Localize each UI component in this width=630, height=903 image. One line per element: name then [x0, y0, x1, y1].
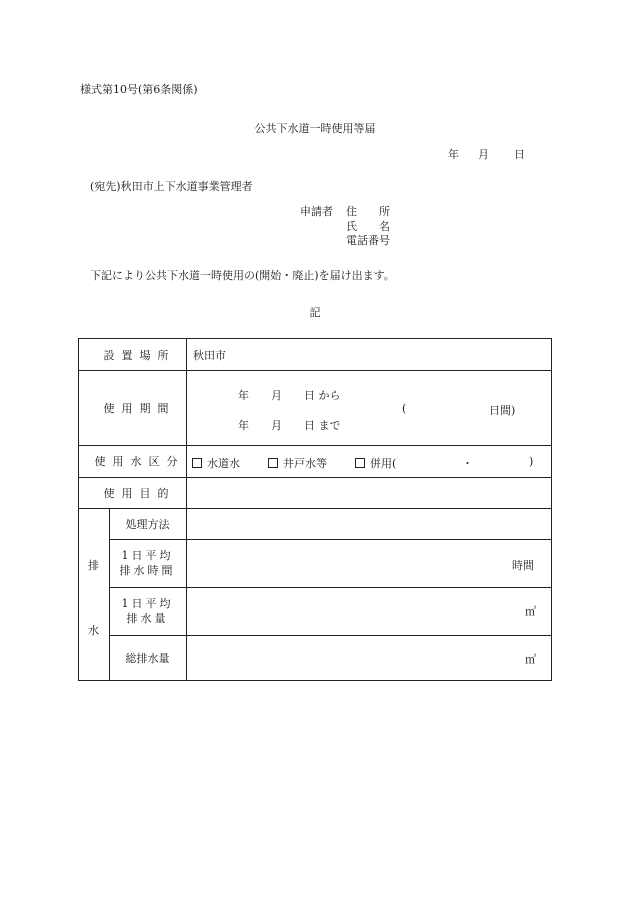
applicant-block — [300, 205, 408, 249]
daily-hours-label: 1日平均 排水時間 — [119, 549, 176, 577]
option-combined[interactable]: 併用( — [355, 455, 396, 471]
drainage-label-2: 水 — [88, 624, 99, 637]
purpose-value[interactable] — [193, 477, 543, 508]
treatment-value[interactable] — [193, 508, 543, 539]
period-to[interactable]: 年 月 日 まで — [238, 419, 341, 432]
water-type-label: 使用水区分 — [94, 455, 185, 468]
daily-hours-unit[interactable]: 時間 — [512, 559, 534, 572]
location-label: 設置場所 — [103, 348, 176, 362]
phone-label: 電話番号 — [346, 234, 390, 247]
combined-close: ) — [529, 455, 534, 468]
period-days-close[interactable]: 日間) — [489, 404, 516, 417]
checkbox-well-water[interactable] — [268, 458, 278, 468]
total-volume-unit[interactable]: ㎥ — [525, 653, 536, 666]
addressee: (宛先)秋田市上下水道事業管理者 — [90, 180, 253, 193]
drainage-label-1: 排 — [88, 559, 99, 572]
ki-heading: 記 — [309, 306, 321, 319]
name-label: 氏 名 — [346, 219, 390, 233]
daily-volume-label: 1日平均 排水量 — [121, 597, 174, 625]
date-month[interactable]: 月 — [478, 148, 489, 161]
daily-volume-unit[interactable]: ㎥ — [525, 605, 536, 618]
checkbox-tap-water[interactable] — [192, 458, 202, 468]
period-from[interactable]: 年 月 日 から — [238, 389, 341, 402]
period-days-open: ( — [402, 402, 407, 415]
location-value[interactable]: 秋田市 — [193, 348, 226, 362]
form-table — [78, 338, 552, 681]
address-label: 住 所 — [346, 205, 390, 218]
combined-separator: ・ — [462, 457, 473, 470]
purpose-label: 使用目的 — [103, 486, 176, 500]
option-tap-water[interactable]: 水道水 — [192, 455, 240, 471]
date-year[interactable]: 年 — [448, 148, 459, 161]
applicant-role: 申請者 — [300, 205, 333, 218]
checkbox-combined[interactable] — [355, 458, 365, 468]
treatment-label: 処理方法 — [125, 517, 170, 531]
total-volume-label: 総排水量 — [125, 651, 170, 665]
statement: 下記により公共下水道一時使用の(開始・廃止)を届け出ます。 — [90, 269, 395, 282]
date-day[interactable]: 日 — [514, 148, 525, 161]
period-label: 使用期間 — [103, 401, 176, 415]
form-number: 様式第10号(第6条関係) — [80, 83, 198, 96]
document-title: 公共下水道一時使用等届 — [254, 122, 376, 135]
option-well-water[interactable]: 井戸水等 — [268, 455, 327, 471]
date-line — [448, 146, 525, 162]
